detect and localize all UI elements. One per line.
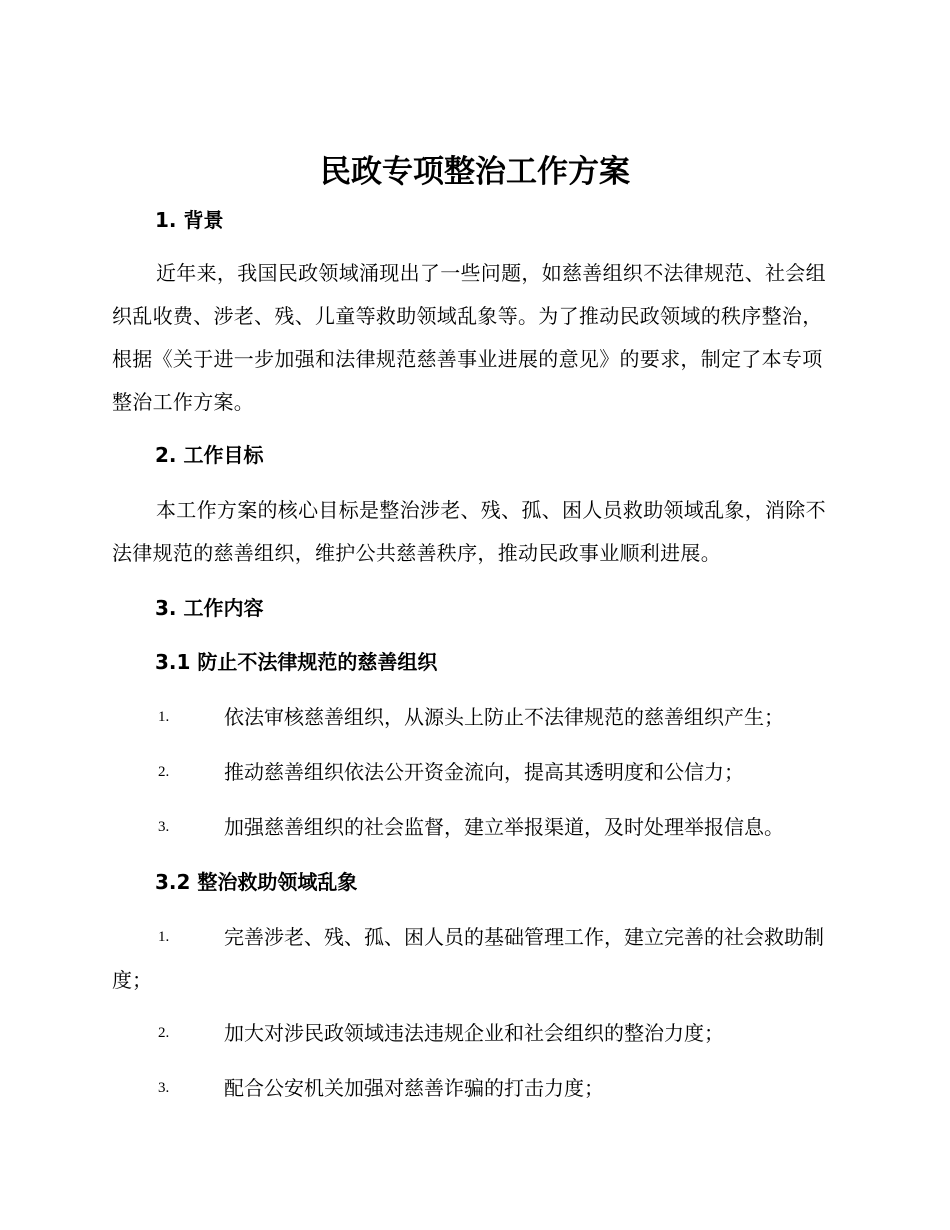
section-heading-content: 3. 工作内容	[155, 596, 264, 620]
list-item-number: 3.	[158, 1080, 170, 1096]
list-item	[112, 806, 834, 849]
list-item	[112, 1012, 834, 1055]
section-heading-background: 1. 背景	[155, 208, 224, 232]
list-item-text: 加大对涉民政领域违法违规企业和社会组织的整治力度；	[224, 1021, 724, 1045]
list-item-number: 2.	[158, 764, 170, 780]
list-item	[112, 751, 834, 794]
document-title: 民政专项整治工作方案	[320, 154, 630, 190]
list-item-text: 配合公安机关加强对慈善诈骗的打击力度；	[224, 1076, 604, 1100]
list-item	[112, 1067, 834, 1110]
subsection-heading-3-1: 3.1 防止不法律规范的慈善组织	[155, 650, 438, 674]
list-item	[112, 696, 834, 739]
list-item-text: 完善涉老、残、孤、困人员的基础管理工作，建立完善的社会救助制度；	[112, 925, 824, 992]
list-item-text: 推动慈善组织依法公开资金流向，提高其透明度和公信力；	[224, 760, 744, 784]
section-heading-goal: 2. 工作目标	[155, 443, 264, 467]
list-item-text: 加强慈善组织的社会监督，建立举报渠道，及时处理举报信息。	[224, 815, 784, 839]
goal-paragraph: 本工作方案的核心目标是整治涉老、残、孤、困人员救助领域乱象，消除不法律规范的慈善组织，维护公共慈善秩序，推动民政事业顺利进展。	[112, 498, 826, 565]
list-item-text: 依法审核慈善组织，从源头上防止不法律规范的慈善组织产生；	[224, 705, 784, 729]
list-item-number: 3.	[158, 819, 170, 835]
list-item	[112, 916, 834, 1002]
list-item-number: 1.	[158, 929, 170, 945]
list-item-number: 2.	[158, 1025, 170, 1041]
list-item-number: 1.	[158, 709, 170, 725]
background-paragraph: 近年来，我国民政领域涌现出了一些问题，如慈善组织不法律规范、社会组织乱收费、涉老、残、儿童等救助领域乱象等。为了推动民政领域的秩序整治，根据《关于进一步加强和法律规范慈善事业进展的意见》的要求，制定了本专项整治工作方案。	[112, 261, 826, 414]
subsection-heading-3-2: 3.2 整治救助领域乱象	[155, 870, 358, 894]
